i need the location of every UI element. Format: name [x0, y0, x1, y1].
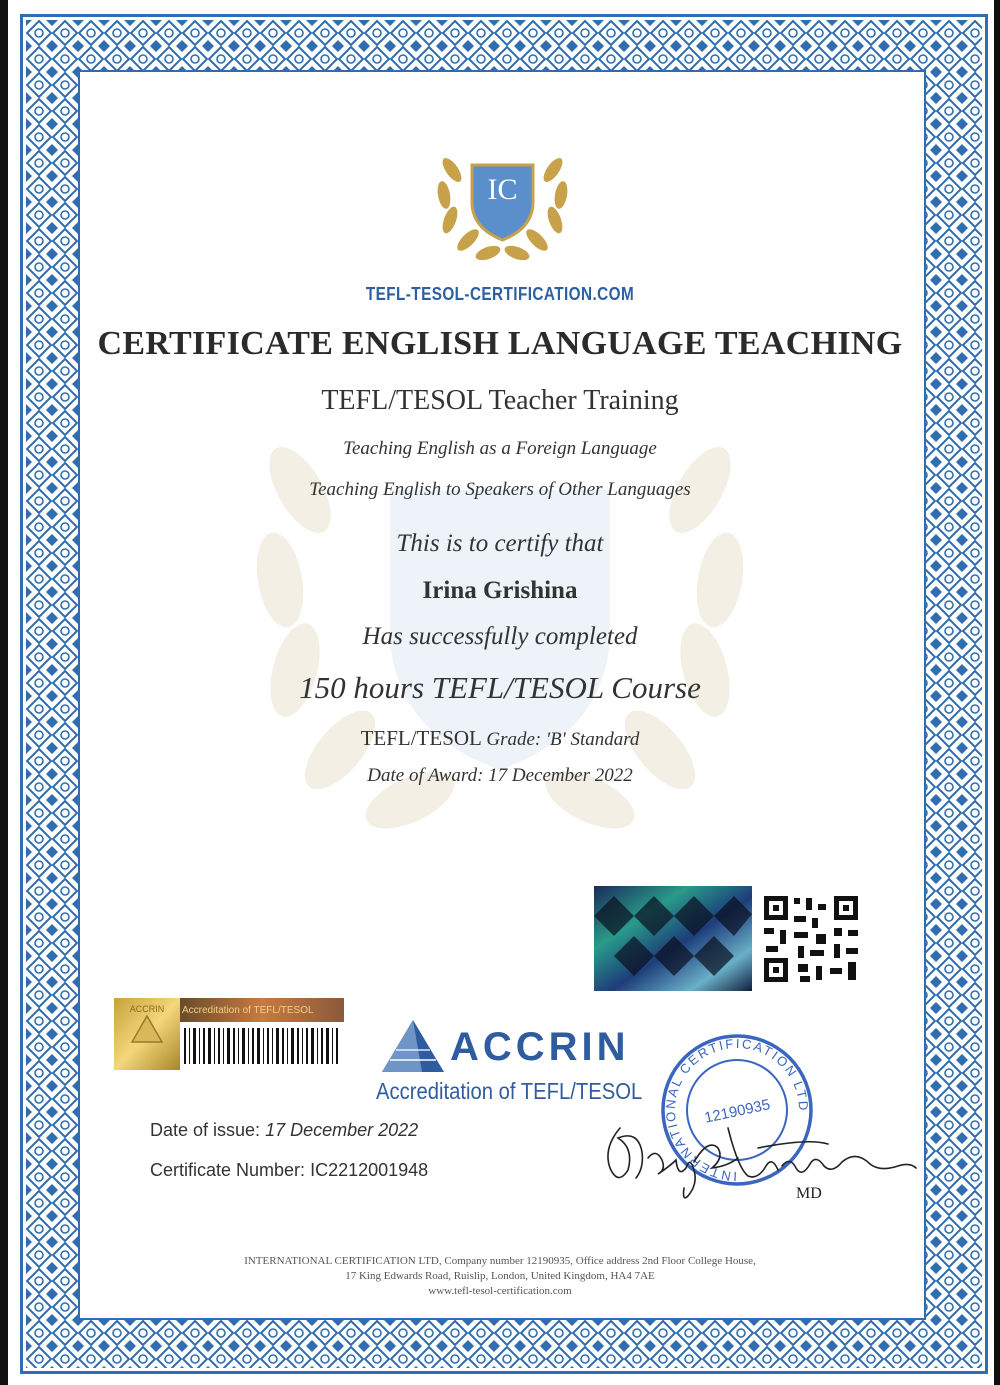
hologram-qr-sticker [594, 886, 872, 991]
certificate-number-value: IC2212001948 [310, 1160, 429, 1180]
footer-website: www.tefl-tesol-certification.com [428, 1285, 572, 1297]
accrin-pyramid-icon [382, 1020, 444, 1072]
certificate-number-label: Certificate Number: [150, 1160, 306, 1180]
stamp-number: 12190935 [702, 1096, 772, 1127]
stamp-ring-text: INTERNATIONAL CERTIFICATION LTD [662, 1035, 812, 1185]
footer-address-line: 17 King Edwards Road, Ruislip, London, United Kingdom, HA4 7AE [345, 1270, 655, 1282]
accrin-name: ACCRIN [450, 1025, 630, 1069]
grade-value: Grade: 'B' Standard [486, 729, 640, 750]
site-url: TEFL-TESOL-CERTIFICATION.COM [365, 284, 635, 304]
grade-line [0, 726, 1000, 751]
award-date: Date of Award: 17 December 2022 [367, 765, 633, 786]
barcode-sticker-brand: ACCRIN [129, 1004, 165, 1014]
certify-text: This is to certify that [396, 530, 604, 557]
completed-text: Has successfully completed [362, 623, 638, 650]
grade-prefix: TEFL/TESOL [360, 726, 482, 750]
logo-initials: IC [487, 173, 518, 206]
accrin-tagline: Accreditation of TEFL/TESOL [376, 1078, 643, 1104]
recipient-name: Irina Grishina [422, 577, 578, 604]
course-name: 150 hours TEFL/TESOL Course [299, 670, 701, 705]
tefl-definition: Teaching English as a Foreign Language [343, 438, 657, 459]
page-title: CERTIFICATE ENGLISH LANGUAGE TEACHING [97, 325, 903, 362]
issue-date-label: Date of issue: [150, 1120, 261, 1140]
md-label: MD [796, 1185, 822, 1202]
tesol-definition: Teaching English to Speakers of Other Languages [309, 479, 691, 500]
footer-company-line: INTERNATIONAL CERTIFICATION LTD, Company number 12190935, Office address 2nd Floor College House, [244, 1255, 756, 1267]
certificate-number [150, 1160, 428, 1181]
issue-date [150, 1120, 418, 1141]
barcode-sticker-caption: Accreditation of TEFL/TESOL [182, 1005, 314, 1016]
subtitle: TEFL/TESOL Teacher Training [321, 385, 679, 416]
issue-date-value: 17 December 2022 [265, 1120, 419, 1140]
handwritten-signature [598, 1108, 918, 1203]
